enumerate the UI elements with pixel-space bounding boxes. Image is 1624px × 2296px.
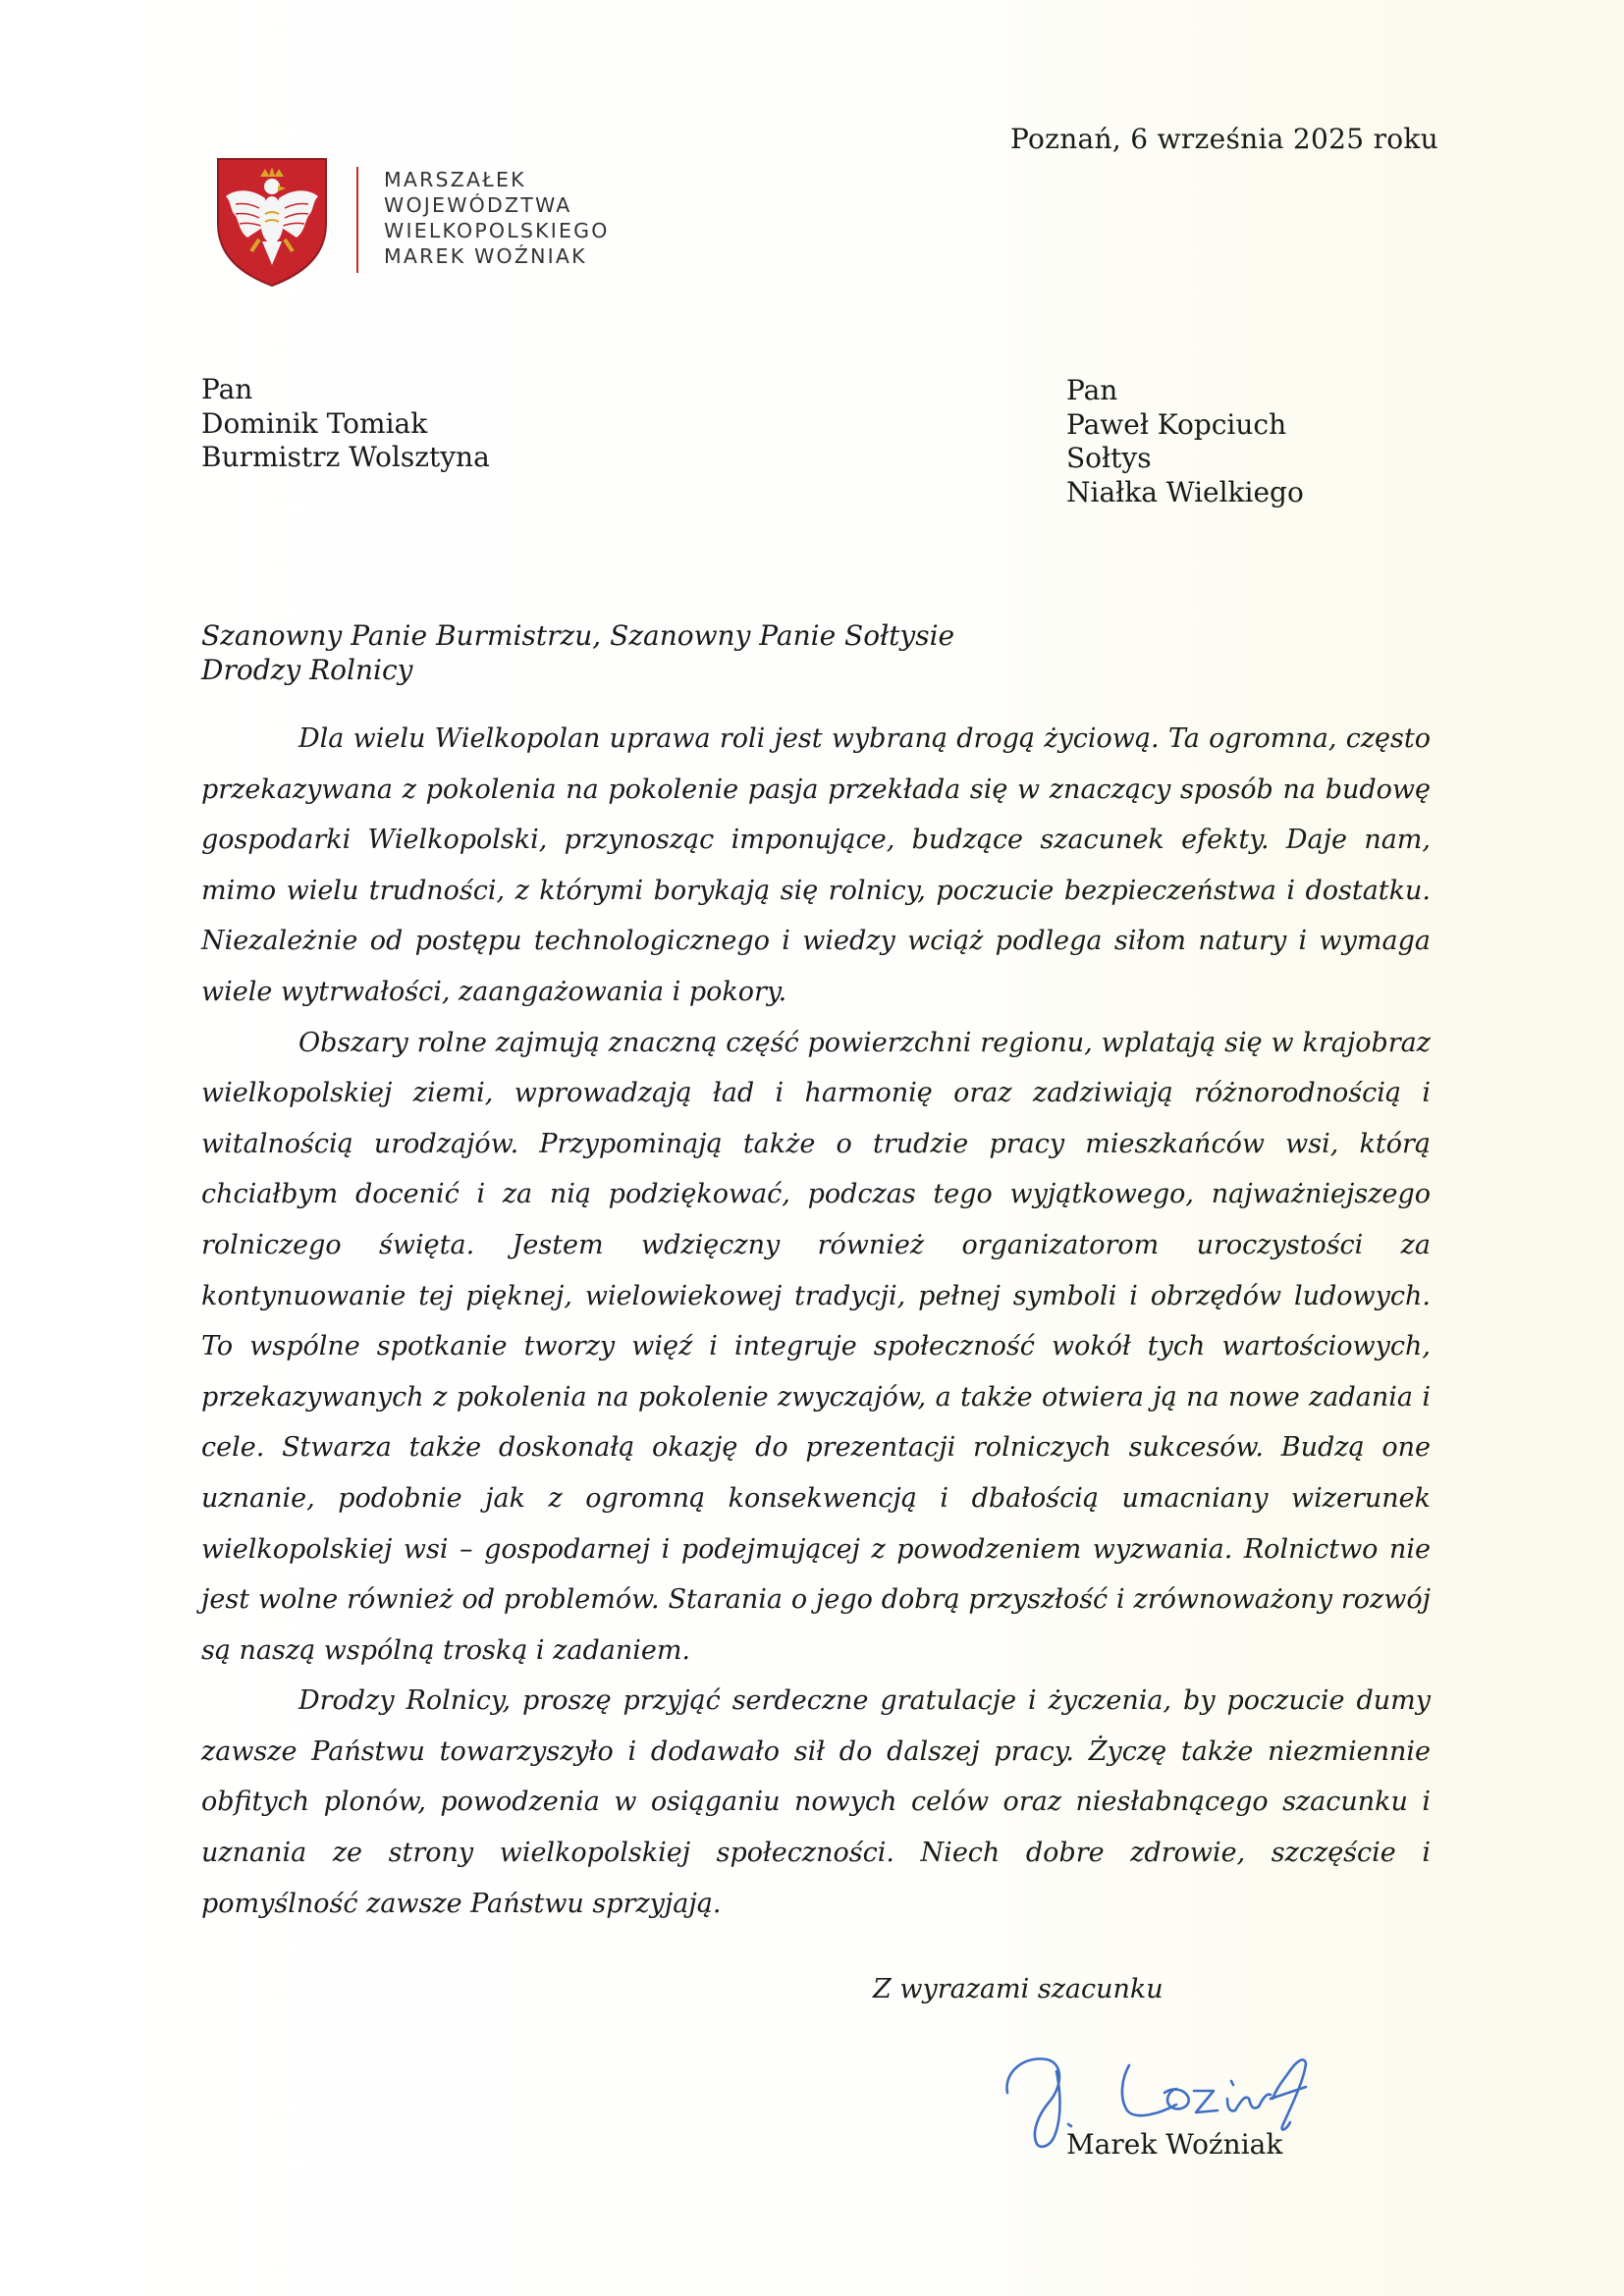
recipient-line: Sołtys: [1066, 442, 1152, 474]
salutation-line: Szanowny Panie Burmistrzu, Szanowny Panie Sołtysie: [201, 619, 955, 652]
body-paragraph: Obszary rolne zajmują znaczną część powierzchni regionu, wplatają się w krajobraz wielkopolskiej ziemi, wprowadzają ład i harmonię oraz zadziwiają różnorodnością i witalnością urodzajów. Przypominają także o trudzie pracy mieszkańców wsi, którą chciałbym docenić i za nią podziękować, podczas tego wyjątkowego, najważniejszego rolniczego święta. Jestem wdzięczny również organizatorom uroczystości za kontynuowanie tej pięknej, wielowiekowej tradycji, pełnej symboli i obrzędów ludowych. To wspólne spotkanie tworzy więź i integruje społeczność wokół tych wartościowych, przekazywanych z pokolenia na pokolenie zwyczajów, a także otwiera ją na nowe zadania i cele. Stwarza także doskonałą okazję do prezentacji rolniczych sukcesów. Budzą one uznanie, podobnie jak z ogromną konsekwencją i dbałością umacniany wizerunek wielkopolskiej wsi – gospodarnej i podejmującej z powodzeniem wyzwania. Rolnictwo nie jest wolne również od problemów. Starania o jego dobrą przyszłość i zrównoważony rozwój są naszą wspólną troską i zadaniem.: [201, 1027, 1431, 1666]
signer-name: Marek Woźniak: [1066, 2128, 1283, 2161]
body-paragraph: Dla wielu Wielkopolan uprawa roli jest wybraną drogą życiową. Ta ogromna, często przekazywana z pokolenia na pokolenie pasja przekłada się w znaczący sposób na budowę gospodarki Wielkopolski, przynosząc imponujące, budzące szacunek efekty. Daje nam, mimo wielu trudności, z którymi borykają się rolnicy, poczucie bezpieczeństwa i dostatku. Niezależnie od postępu technologicznego i wiedzy wciąż podlega siłom natury i wymaga wiele wytrwałości, zaangażowania i pokory.: [201, 723, 1431, 1007]
recipient-line: Pan: [201, 373, 253, 405]
recipient-left: [201, 373, 490, 475]
header-divider: [356, 167, 358, 273]
recipient-line: Niałka Wielkiego: [1066, 475, 1304, 508]
closing-phrase: Z wyrazami szacunku: [873, 1974, 1164, 2004]
recipient-line: Paweł Kopciuch: [1066, 407, 1287, 441]
header-title-line: MAREK WOŹNIAK: [384, 244, 587, 268]
recipient-line: Dominik Tomiak: [201, 406, 428, 440]
header-title-line: MARSZAŁEK: [384, 168, 526, 191]
recipient-line: Pan: [1066, 374, 1118, 406]
eagle-crest-icon: [214, 155, 330, 288]
recipient-line: Burmistrz Wolsztyna: [201, 441, 490, 473]
header-title-line: WIELKOPOLSKIEGO: [384, 219, 610, 242]
recipient-right: [1066, 374, 1304, 509]
salutation-line: Drodzy Rolnicy: [201, 654, 413, 686]
header-title-line: WOJEWÓDZTWA: [384, 193, 572, 217]
letter-date: Poznań, 6 września 2025 roku: [1010, 123, 1439, 155]
letter-body: [201, 714, 1431, 1929]
header-title: [384, 167, 610, 269]
salutation: [201, 618, 954, 687]
body-paragraph: Drodzy Rolnicy, proszę przyjąć serdeczne gratulacje i życzenia, by poczucie dumy zawsze Państwu towarzyszyło i dodawało sił do dalszej pracy. Życzę także niezmiennie obfitych plonów, powodzenia w osiąganiu nowych celów oraz niesłabnącego szacunku i uznania ze strony wielkopolskiej społeczności. Niech dobre zdrowie, szczęście i pomyślność zawsze Państwu sprzyjają.: [201, 1685, 1431, 1919]
